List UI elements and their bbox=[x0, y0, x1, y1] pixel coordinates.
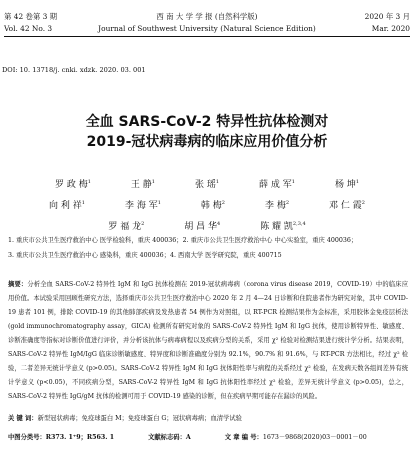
abstract bbox=[8, 278, 408, 404]
title-line-2: 2019-冠状病毒病的临床应用价值分析 bbox=[86, 134, 328, 150]
author-name-text: 张 瑶 bbox=[194, 180, 216, 190]
author-affiliation-mark: 1 bbox=[355, 179, 360, 185]
keywords-text: 新型冠状病毒；免疫球蛋白 M；免疫球蛋白 G；冠状病毒病；血清学试验 bbox=[37, 415, 242, 422]
journal-header-cn bbox=[4, 12, 410, 22]
author-affiliation-mark: 1 bbox=[215, 179, 220, 185]
author-name-text: 李 梅 bbox=[264, 201, 286, 211]
author-name bbox=[260, 214, 305, 237]
author-name-text: 薛 成 军 bbox=[259, 180, 292, 190]
classification-line bbox=[8, 432, 410, 441]
author-affiliation-mark: 2,3,4 bbox=[292, 221, 306, 227]
author-affiliation-mark: 1 bbox=[87, 179, 91, 185]
author-affiliation-mark: 1 bbox=[291, 179, 295, 185]
author-name-text: 王 静 bbox=[130, 180, 152, 190]
author-name-text: 罗 福 龙 bbox=[108, 222, 142, 232]
journal-header-en bbox=[4, 24, 410, 34]
article-number-field bbox=[225, 432, 401, 441]
author-name bbox=[259, 172, 295, 195]
doc-code-value: A bbox=[185, 434, 191, 441]
author-name-text: 邓 仁 霞 bbox=[329, 201, 362, 211]
author-name-text: 李 海 军 bbox=[124, 201, 158, 211]
doc-code-field bbox=[148, 432, 191, 441]
author-name bbox=[335, 172, 359, 195]
author-name bbox=[329, 193, 365, 216]
author-name bbox=[125, 193, 161, 216]
author-name bbox=[184, 214, 220, 237]
author-name bbox=[195, 172, 219, 195]
volume-issue-en: Vol. 42 No. 3 bbox=[4, 24, 53, 33]
journal-name-cn: 西 南 大 学 学 报 (自然科学版) bbox=[156, 12, 258, 21]
affiliation-line-2: 3. 重庆市公共卫生医疗救治中心 感染科，重庆 400036；4. 西南大学 医学研究院，重庆 400715 bbox=[8, 252, 282, 259]
author-name bbox=[108, 214, 144, 237]
clc-label: 中图分类号： bbox=[8, 434, 46, 441]
author-affiliation-mark: 2 bbox=[141, 221, 145, 227]
author-name-text: 韩 梅 bbox=[200, 201, 222, 211]
header-rule bbox=[4, 36, 410, 37]
author-affiliation-mark: 2 bbox=[361, 200, 365, 206]
author-row-1 bbox=[0, 172, 414, 195]
article-number-label: 文 章 编 号： bbox=[224, 434, 263, 441]
author-affiliation-mark: 1 bbox=[81, 200, 85, 206]
author-name-text: 罗 政 梅 bbox=[54, 180, 88, 190]
abstract-text: 分析全血 SARS-CoV-2 特异性 IgM 和 IgG 抗体检测在 2019-冠状病毒病（corona virus disease 2019，COVID-19）中的临床应用价值。本试验采用回顾性研究方法，选择重庆市公共卫生医疗救治中心 2020 年 2 月 4—24 日诊断和住院患者作为研究对象，其中 COVID-19 患者 101 例，排除 COVID-19 的其他肺部疾病及发热患者 54 例作为对照组，以 RT-PCR 检测结果作为金标准，采用胶体金免疫层析法 (gold immunochromatography assay，GICA) 检测所有研究对象的 SARS-CoV-2 特异性 IgM 和 IgG 抗体，使用诊断特异性、敏感度、诊断准确度等指标对诊断价值进行评价，并分析该抗体与病毒病程以及疾病分型的关系，采用 χ² 检验对检测结果进行统计学分析。结果表明，SARS-CoV-2 特异性 IgM/IgG 临床诊断敏感度、特异度和诊断准确度分别为 92.1%，90.7% 和 91.6%，与 RT-PCR 方法相比，经过 χ² 检验，二者差异无统计学意义 (p>0.05)。SARS-CoV-2 特异性 IgM 和 IgG 抗体阳性率与病程的关系经过 χ² 检验，在发病天数各组间差异有统计学意义 (p<0.05)，不同疾病分型，SARS-CoV-2 特异性 IgM 和 IgG 抗体阳性率经过 χ² 检验，差异无统计学意义 (p>0.05)，总之，SARS-CoV-2 特异性 IgG/gM 抗体的检测可用于 COVID-19 感染的诊断，但在疾病早期可能存在漏诊的风险。 bbox=[8, 281, 408, 400]
author-name-text: 向 利 祥 bbox=[49, 201, 82, 211]
author-name bbox=[55, 172, 91, 195]
author-affiliation-mark: 4 bbox=[217, 221, 221, 227]
author-name bbox=[131, 172, 155, 195]
title-line-1: 全血 SARS-CoV-2 特异性抗体检测对 bbox=[85, 114, 329, 130]
date-cn: 2020 年 3 月 bbox=[364, 12, 410, 21]
author-name-text: 杨 坤 bbox=[334, 180, 356, 190]
clc-value: R373. 1⁺9；R563. 1 bbox=[45, 434, 115, 441]
doc-code-label: 文献标志码： bbox=[148, 434, 186, 441]
keywords bbox=[8, 413, 410, 422]
author-name-text: 陈 耀 凯 bbox=[260, 222, 293, 232]
author-name-text: 胡 昌 华 bbox=[184, 222, 217, 232]
article-number-value: 1673－9868(2020)03－0001－00 bbox=[262, 434, 367, 441]
author-affiliation-mark: 1 bbox=[157, 200, 161, 206]
journal-name-en: Journal of Southwest University (Natural Science Edition) bbox=[98, 24, 316, 33]
keywords-label: 关 键 词： bbox=[8, 415, 38, 422]
abstract-label: 摘要： bbox=[8, 281, 28, 288]
author-name bbox=[201, 193, 225, 216]
author-row-3 bbox=[0, 214, 414, 237]
clc-field bbox=[8, 432, 114, 441]
author-affiliation-mark: 2 bbox=[221, 200, 225, 206]
author-row-2 bbox=[0, 193, 414, 216]
author-affiliation-mark: 1 bbox=[151, 179, 155, 185]
date-en: Mar. 2020 bbox=[371, 24, 410, 33]
volume-issue-cn: 第 42 卷第 3 期 bbox=[4, 12, 58, 21]
author-affiliation-mark: 2 bbox=[285, 200, 290, 206]
doi: DOI: 10. 13718/j. cnki. xdzk. 2020. 03. 001 bbox=[2, 66, 146, 74]
author-name bbox=[265, 193, 289, 216]
author-name bbox=[49, 193, 85, 216]
affiliation-line-1: 1. 重庆市公共卫生医疗救治中心 医学检验科，重庆 400036；2. 重庆市公共卫生医疗救治中心 中心实验室，重庆 400036； bbox=[8, 237, 358, 244]
